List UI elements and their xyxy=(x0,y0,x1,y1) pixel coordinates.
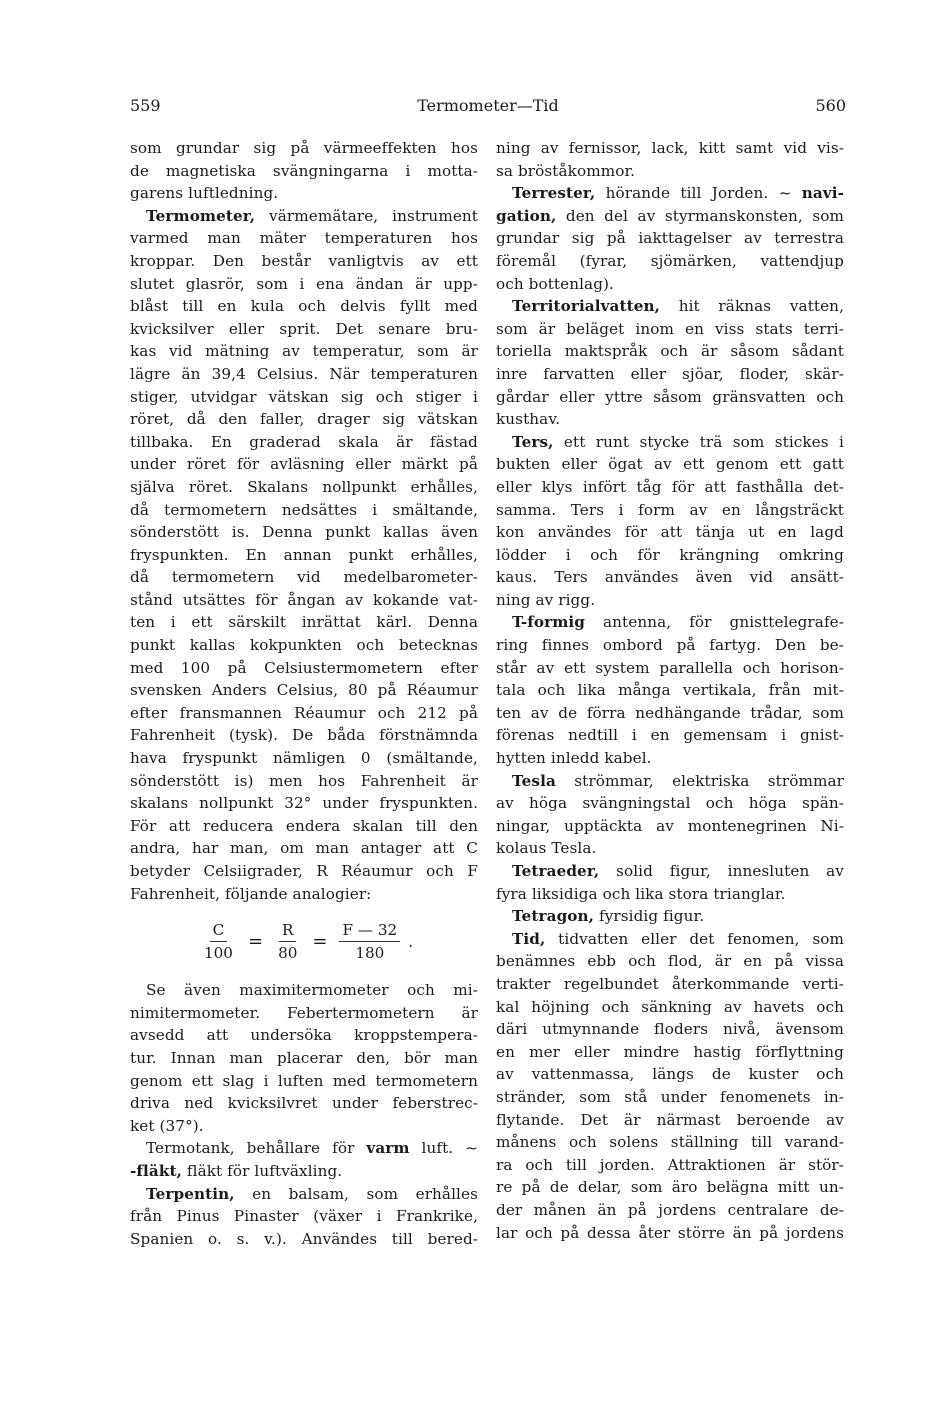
text-line xyxy=(496,476,844,499)
text-line xyxy=(130,815,478,838)
headword: Ters, xyxy=(512,432,554,451)
text: kaus. Ters användes även vid ansätt- xyxy=(496,568,844,587)
text-line xyxy=(496,770,844,793)
text: kusthav. xyxy=(496,410,561,429)
text-line xyxy=(496,950,844,973)
text-line xyxy=(130,702,478,725)
text-line xyxy=(130,137,478,160)
text-line xyxy=(496,295,844,318)
text: då termometern vid medelbarometer- xyxy=(130,568,478,587)
text: ning av rigg. xyxy=(496,590,596,609)
text-line xyxy=(496,137,844,160)
text-line xyxy=(130,589,478,612)
equals-sign: = xyxy=(247,930,264,952)
text: förenas nedtill i en gemensam i gnist- xyxy=(496,726,844,745)
headword: -fläkt, xyxy=(130,1161,182,1180)
text: hava fryspunkt nämligen 0 (smältande, xyxy=(130,749,478,768)
headword: T-formig xyxy=(512,613,586,632)
headword: Terrester, xyxy=(512,184,596,203)
text: ningar, upptäckta av montenegrinen Ni- xyxy=(496,816,844,835)
text-line xyxy=(130,792,478,815)
text-line xyxy=(130,883,478,906)
text-line xyxy=(496,724,844,747)
text-line xyxy=(130,227,478,250)
headword: Tetraeder, xyxy=(512,862,600,880)
text: och bottenlag). xyxy=(496,274,614,293)
text: tur. Innan man placerar den, bör man xyxy=(130,1048,478,1067)
text-line xyxy=(130,1160,478,1183)
headword: Tesla xyxy=(512,771,556,790)
text: hytten inledd kabel. xyxy=(496,749,652,768)
text-line xyxy=(496,453,844,476)
text-line xyxy=(496,544,844,567)
fraction-numerator: R xyxy=(279,921,296,942)
text-line xyxy=(130,408,478,431)
text-line xyxy=(130,160,478,183)
right-column-text xyxy=(496,137,844,1244)
text-line xyxy=(496,837,844,860)
text: lägre än 39,4 Celsius. När temperaturen xyxy=(130,364,478,383)
text: de magnetiska svängningarna i motta- xyxy=(130,161,478,180)
text: röret, då den faller, drager sig vätskan xyxy=(130,410,478,429)
text-line xyxy=(130,1002,478,1025)
text-line xyxy=(130,1137,478,1160)
fraction-denominator: 100 xyxy=(203,943,233,962)
text: med 100 på Celsiustermometern efter xyxy=(130,658,478,677)
text: står av ett system parallella och horison- xyxy=(496,658,844,677)
text-line xyxy=(496,227,844,250)
text-line xyxy=(496,1063,844,1086)
headword: Territorialvatten, xyxy=(512,297,661,316)
text: föremål (fyrar, sjömärken, vattendjup xyxy=(496,251,844,270)
text-line xyxy=(130,499,478,522)
text: av vattenmassa, längs de kuster och xyxy=(496,1065,844,1084)
text: fyra liksidiga och lika stora trianglar. xyxy=(496,884,786,903)
text: stiger, utvidgar vätskan sig och stiger i xyxy=(130,387,478,406)
text: benämnes ebb och flod, är en på vissa xyxy=(496,952,844,971)
text-line xyxy=(496,679,844,702)
headword: Terpentin, xyxy=(146,1184,235,1203)
text: kolaus Tesla. xyxy=(496,839,597,858)
text-line xyxy=(496,883,844,906)
text-line xyxy=(130,476,478,499)
text-line xyxy=(130,544,478,567)
text: fläkt för luftväxling. xyxy=(181,1161,343,1180)
text-line xyxy=(496,905,844,928)
text-line xyxy=(130,837,478,860)
text-line xyxy=(130,1092,478,1115)
text-line xyxy=(130,340,478,363)
text: av höga svängningstal och höga spän- xyxy=(496,794,844,813)
text: sönderstött is. Denna punkt kallas även xyxy=(130,523,478,542)
fraction-celsius xyxy=(201,921,236,962)
text: Se även maximitermometer och mi- xyxy=(146,981,478,1000)
text-line xyxy=(130,205,478,228)
text-line xyxy=(130,318,478,341)
text: För att reducera endera skalan till den xyxy=(130,816,478,835)
text-line xyxy=(496,973,844,996)
text-line xyxy=(496,566,844,589)
fraction-reaumur xyxy=(275,921,300,962)
text: kroppar. Den består vanligtvis av ett xyxy=(130,251,478,270)
text: lödder i och för krängning omkring xyxy=(496,545,844,564)
text-line xyxy=(130,363,478,386)
text-line xyxy=(496,634,844,657)
text: driva ned kvicksilvret under feberstrec- xyxy=(130,1094,478,1113)
text: gårdar eller yttre såsom gränsvatten och xyxy=(496,387,844,406)
text: tillbaka. En graderad skala är fästad xyxy=(130,432,478,451)
text-line xyxy=(130,521,478,544)
text: sa bröståkommor. xyxy=(496,161,636,180)
text-line xyxy=(496,1018,844,1041)
text-line xyxy=(496,657,844,680)
text: svensken Anders Celsius, 80 på Réaumur xyxy=(130,681,478,700)
text-line xyxy=(130,453,478,476)
text: Termotank, behållare för xyxy=(146,1139,367,1158)
text-line xyxy=(130,566,478,589)
text-line xyxy=(496,611,844,634)
text-line xyxy=(496,860,844,883)
text-line xyxy=(130,250,478,273)
headword: gation, xyxy=(496,206,557,225)
left-column-text xyxy=(130,137,478,905)
text-line xyxy=(130,770,478,793)
text-line xyxy=(130,295,478,318)
text: luft. ~ xyxy=(409,1139,478,1158)
text: en balsam, som erhålles xyxy=(234,1184,478,1203)
text: re på de delar, som äro belägna mitt un- xyxy=(496,1178,844,1197)
text-line xyxy=(496,499,844,522)
text-line xyxy=(130,182,478,205)
text-line xyxy=(496,340,844,363)
text: eller klys infört tåg för att fasthålla det- xyxy=(496,477,844,496)
text-line xyxy=(130,724,478,747)
left-column-text-continued xyxy=(130,979,478,1250)
text: från Pinus Pinaster (växer i Frankrike, xyxy=(130,1207,478,1226)
text-line xyxy=(496,250,844,273)
text: en mer eller mindre hastig förflyttning xyxy=(496,1042,844,1061)
text-line xyxy=(130,860,478,883)
bold-text: navi- xyxy=(801,184,844,203)
text: kon användes för att tänja ut en lagd xyxy=(496,523,844,542)
text-line xyxy=(496,792,844,815)
text: kal höjning och sänkning av havets och xyxy=(496,997,844,1016)
text: som är beläget inom en viss stats terri- xyxy=(496,319,844,338)
text: lar och på dessa åter större än på jordens xyxy=(496,1223,844,1242)
text-line xyxy=(496,1176,844,1199)
text: bukten eller ögat av ett genom ett gatt xyxy=(496,455,844,474)
text: som grundar sig på värmeeffekten hos xyxy=(130,139,478,157)
headword: Tetragon, xyxy=(512,907,595,926)
text-line xyxy=(130,1228,478,1251)
equals-sign: = xyxy=(312,930,328,952)
text-line xyxy=(130,979,478,1002)
text: hit räknas vatten, xyxy=(660,297,844,316)
text: antenna, för gnisttelegrafe- xyxy=(585,613,844,632)
text-line xyxy=(496,1222,844,1245)
text: hörande till Jorden. ~ xyxy=(595,184,802,203)
text-line xyxy=(496,928,844,951)
text-line xyxy=(496,1154,844,1177)
text: efter fransmannen Réaumur och 212 på xyxy=(130,703,478,722)
fraction-fahrenheit xyxy=(339,921,400,962)
text-line xyxy=(130,611,478,634)
text: Fahrenheit, följande analogier: xyxy=(130,884,372,903)
text-line xyxy=(496,182,844,205)
text: Fahrenheit (tysk). De båda förstnämnda xyxy=(130,726,478,745)
text: nimitermometer. Febertermometern är xyxy=(130,1003,478,1022)
text: fryspunkten. En annan punkt erhålles, xyxy=(130,545,478,564)
text: ning av fernissor, lack, kitt samt vid vis- xyxy=(496,139,844,157)
text: fyrsidig figur. xyxy=(594,907,705,926)
headword: Termometer, xyxy=(146,206,256,225)
text: samma. Ters i form av en långsträckt xyxy=(496,500,844,519)
page-number-left: 559 xyxy=(130,96,161,115)
text-line xyxy=(496,702,844,725)
text: flytande. Det är närmast beroende av xyxy=(496,1110,844,1129)
text: däri utmynnande floders nivå, ävensom xyxy=(496,1020,844,1039)
text: under röret för avläsning eller märkt på xyxy=(130,455,478,474)
text: betyder Celsiigrader, R Réaumur och F xyxy=(130,862,478,880)
text: genom ett slag i luften med termometern xyxy=(130,1071,478,1090)
text-line xyxy=(130,657,478,680)
text-line xyxy=(130,386,478,409)
bold-text: varm xyxy=(366,1139,410,1158)
text: själva röret. Skalans nollpunkt erhålles, xyxy=(130,477,478,496)
text-line xyxy=(496,589,844,612)
text: toriella maktspråk och är såsom sådant xyxy=(496,342,844,361)
text-line xyxy=(130,1024,478,1047)
text: avsedd att undersöka kroppstempera- xyxy=(130,1026,478,1045)
text: andra, har man, om man antager att C xyxy=(130,839,478,858)
text-line xyxy=(130,747,478,770)
text: då termometern nedsättes i smältande, xyxy=(130,500,478,519)
text-line xyxy=(496,363,844,386)
text: ket (37°). xyxy=(130,1116,204,1135)
headword: Tid, xyxy=(512,929,546,948)
page-number-right: 560 xyxy=(815,96,846,115)
text: stånd utsättes för ångan av kokande vat- xyxy=(130,590,478,609)
text: trakter regelbundet återkommande verti- xyxy=(496,974,844,993)
temperature-conversion-formula xyxy=(130,911,478,971)
text-line xyxy=(130,273,478,296)
formula-period: . xyxy=(408,933,414,952)
text: solid figur, innesluten av xyxy=(599,862,844,880)
left-column xyxy=(130,137,478,1250)
text: skalans nollpunkt 32° under fryspunkten. xyxy=(130,794,478,813)
fraction-denominator: 80 xyxy=(278,943,298,962)
text: tala och lika många vertikala, från mit- xyxy=(496,681,844,700)
text: värmemätare, instrument xyxy=(255,206,478,225)
fraction-numerator: F — 32 xyxy=(339,921,400,942)
text: ten av de förra nedhängande trådar, som xyxy=(496,703,844,722)
text: varmed man mäter temperaturen hos xyxy=(130,229,478,248)
text-line xyxy=(130,1070,478,1093)
text: tidvatten eller det fenomen, som xyxy=(545,929,844,948)
text-line xyxy=(496,1131,844,1154)
text: grundar sig på iakttagelser av terrestra xyxy=(496,229,844,248)
text-line xyxy=(496,1199,844,1222)
text-line xyxy=(496,273,844,296)
text: strömmar, elektriska strömmar xyxy=(555,771,844,790)
text-line xyxy=(496,1086,844,1109)
text-line xyxy=(496,1109,844,1132)
text: der månen än på jordens centralare de- xyxy=(496,1200,844,1219)
text-line xyxy=(496,521,844,544)
text-line xyxy=(130,679,478,702)
text-line xyxy=(496,205,844,228)
text: slutet glasrör, som i ena ändan är upp- xyxy=(130,274,478,293)
text-line xyxy=(130,1205,478,1228)
text-line xyxy=(496,747,844,770)
text-line xyxy=(496,996,844,1019)
running-title: Termometer—Tid xyxy=(417,96,559,115)
text: punkt kallas kokpunkten och betecknas xyxy=(130,636,478,655)
text: Spanien o. s. v.). Användes till bered- xyxy=(130,1229,478,1248)
running-header xyxy=(130,96,846,120)
text-line xyxy=(496,431,844,454)
text: den del av styrmanskonsten, som xyxy=(556,206,844,225)
text-line xyxy=(496,160,844,183)
text-line xyxy=(130,1047,478,1070)
text: ring finnes ombord på fartyg. Den be- xyxy=(496,636,844,655)
text: månens och solens ställning till varand- xyxy=(496,1133,844,1152)
text: kvicksilver eller sprit. Det senare bru- xyxy=(130,319,478,338)
fraction-denominator: 180 xyxy=(355,943,385,962)
text: ra och till jorden. Attraktionen är stör- xyxy=(496,1155,844,1174)
text-line xyxy=(496,408,844,431)
text-line xyxy=(496,386,844,409)
text-line xyxy=(496,318,844,341)
text-line xyxy=(130,431,478,454)
text-line xyxy=(496,815,844,838)
text: stränder, som stå under fenomenets in- xyxy=(496,1087,844,1106)
text: blåst till en kula och delvis fyllt med xyxy=(130,297,478,316)
text: ten i ett särskilt inrättat kärl. Denna xyxy=(130,613,478,632)
text-line xyxy=(130,1183,478,1206)
text: garens luftledning. xyxy=(130,184,279,203)
fraction-numerator: C xyxy=(210,921,228,942)
right-column xyxy=(496,137,844,1244)
text-line xyxy=(130,1115,478,1138)
text: sönderstött is) men hos Fahrenheit är xyxy=(130,771,478,790)
text: ett runt stycke trä som stickes i xyxy=(553,432,844,451)
text-line xyxy=(130,634,478,657)
text-line xyxy=(496,1041,844,1064)
text: inre farvatten eller sjöar, floder, skär- xyxy=(496,364,844,383)
text: kas vid mätning av temperatur, som är xyxy=(130,342,478,361)
